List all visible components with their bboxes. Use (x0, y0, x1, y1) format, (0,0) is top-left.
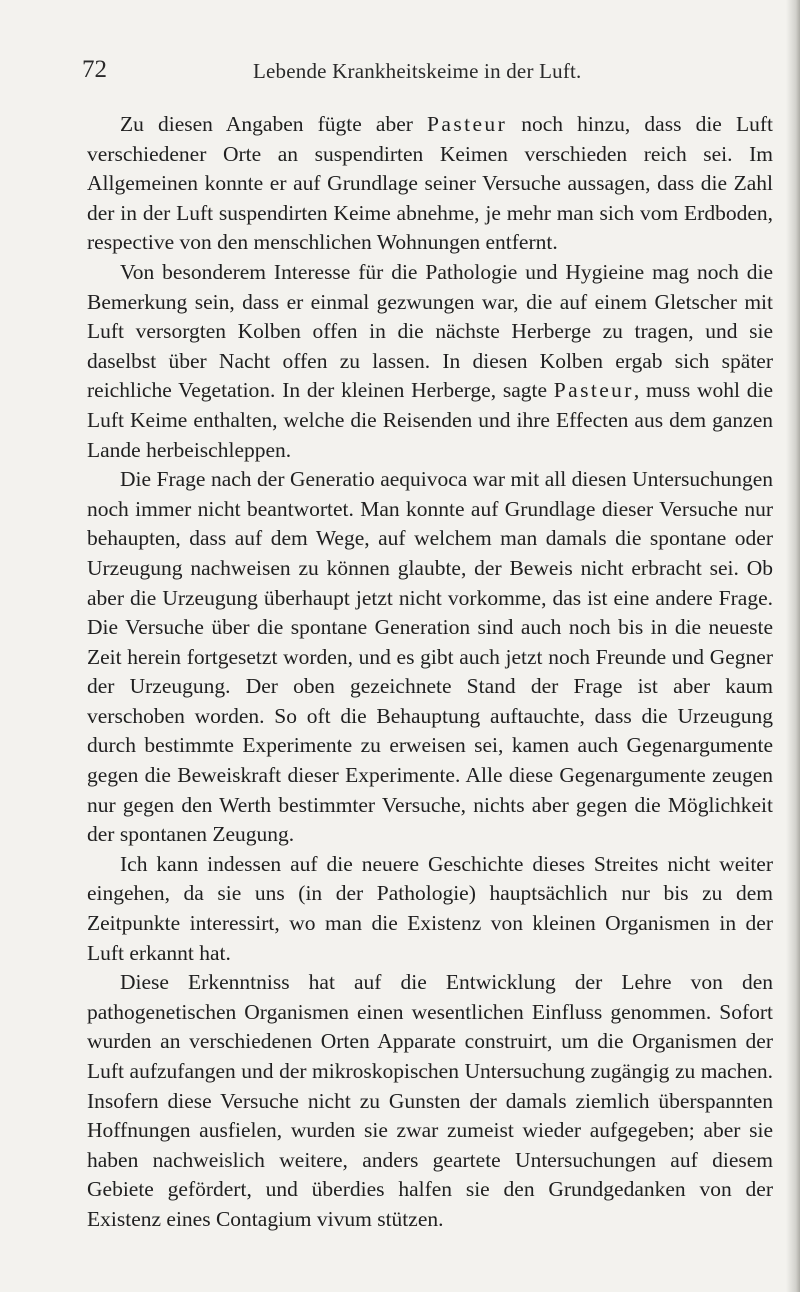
page-number: 72 (82, 56, 107, 83)
page-edge-shadow (786, 0, 800, 1292)
paragraph-2-text-a: Von besonderem Interesse für die Pathologie und Hygieine mag noch die Bemerkung sein, dass er einmal gezwungen war, die auf einem Gletscher mit Luft versorgten Kolben offen in die nächste Herberge zu tragen, und sie daselbst über Nacht offen zu lassen. In diesen Kolben ergab sich später reichliche Vegetation. In der kleinen Herberge, sagte (87, 259, 773, 403)
person-name-pasteur: Pasteur (427, 112, 508, 136)
paragraph-1-text-a: Zu diesen Angaben fügte aber (120, 112, 428, 136)
paragraph-3: Die Frage nach der Generatio aequivoca war mit all diesen Untersuchungen noch immer nicht beantwortet. Man konnte auf Grundlage dieser Versuche nur behaupten, dass auf dem Wege, auf welchem man damals die spontane oder Urzeugung nachweisen zu können glaubte, der Beweis nicht erbracht sei. Ob aber die Urzeugung überhaupt jetzt nicht vorkomme, das ist eine andere Frage. Die Versuche über die spontane Generation sind auch noch bis in die neueste Zeit herein fortgesetzt worden, und es gibt auch jetzt noch Freunde und Gegner der Urzeugung. Der oben gezeichnete Stand der Frage ist aber kaum verschoben worden. So oft die Behauptung auftauchte, dass die Urzeugung durch bestimmte Experimente zu erweisen sei, kamen auch Gegenargumente gegen die Beweiskraft dieser Experimente. Alle diese Gegenargumente zeugen nur gegen den Werth bestimmter Versuche, nichts aber gegen die Möglichkeit der spontanen Zeugung. (87, 467, 773, 847)
paragraph-1-text-b: noch hinzu, dass die Luft verschiedener Orte an suspendirten Keimen verschieden reich sei. Im Allgemeinen konnte er auf Grundlage seiner Versuche aussagen, dass die Zahl der in der Luft suspendirten Keime abnehme, je mehr man sich vom Erdboden, respective von den menschlichen Wohnungen entfernt. (87, 112, 773, 255)
body-text (87, 110, 773, 1235)
page-header (82, 56, 782, 90)
paragraph-1 (87, 110, 773, 258)
person-name-pasteur: Pasteur (553, 378, 634, 403)
paragraph-2 (87, 258, 773, 465)
running-title: Lebende Krankheitskeime in der Luft. (253, 59, 582, 83)
paragraph-4: Ich kann indessen auf die neuere Geschichte dieses Streites nicht weiter eingehen, da sie uns (in der Pathologie) hauptsächlich nur bis zu dem Zeitpunkte interessirt, wo man die Existenz von kleinen Organismen in der Luft erkannt hat. (87, 851, 773, 965)
paragraph-2-text-b: , muss wohl die Luft Keime enthalten, welche die Reisenden und ihre Effecten aus dem ganzen Lande herbeischleppen. (87, 378, 773, 462)
paragraph-5: Diese Erkenntniss hat auf die Entwicklung der Lehre von den pathogenetischen Organismen einen wesentlichen Einfluss genommen. Sofort wurden an verschiedenen Orten Apparate construirt, um die Organismen der Luft aufzufangen und der mikroskopischen Untersuchung zugängig zu machen. Insofern diese Versuche nicht zu Gunsten der damals ziemlich überspannten Hoffnungen ausfielen, wurden sie zwar zumeist wieder aufgegeben; aber sie haben nachweislich weitere, anders geartete Untersuchungen auf diesem Gebiete gefördert, und überdies halfen sie den Grundgedanken von der Existenz eines Contagium vivum stützen. (87, 970, 773, 1231)
